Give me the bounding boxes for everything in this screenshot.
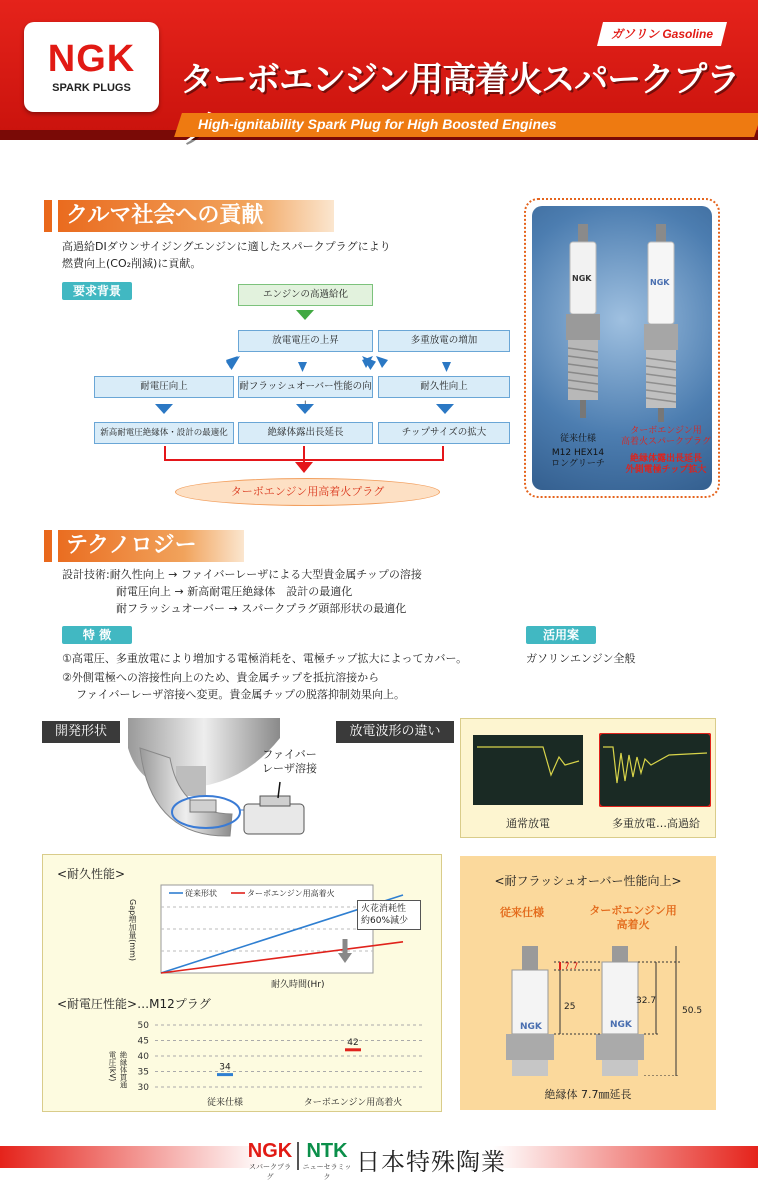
flow-merge-lines [150,446,450,474]
multi-discharge-label: 多重放電…高過給 [612,817,700,830]
technology-text: 設計技術:耐久性向上 → ファイバーレーザによる大型貴金属チップの溶接 耐電圧向上 → 新高耐電圧絶縁体 設計の最適化 耐フラッシュオーバー → スパークプラグ頭部形状の最適化 [62,568,422,615]
plug-brand-label: NGK [520,1022,542,1032]
flow-arrow [298,362,307,372]
page-title: ターボエンジン用高着火スパークプラ [180,60,740,100]
category-label-1: ターボエンジン用高着火 [303,1098,403,1108]
normal-discharge-label: 通常放電 [506,817,550,830]
flow-insulator-extend: 絶縁体露出長延長 [238,422,373,444]
turbo-plug-drawing [596,946,644,1076]
turbo-caption: ターボエンジン用 高着火スパークプラグ 絶縁体露出長延長 外側電極チップ拡大 [620,426,711,475]
turbo-plug-image [632,224,692,424]
usage-text: ガソリンエンジン全般 [526,652,636,665]
conventional-caption: 従来仕様 M12 HEX14 ロングリーチ [551,434,605,469]
plug-brand-label: NGK [572,274,592,283]
voltage-chart-title: <耐電圧性能>…M12プラグ [57,997,211,1011]
plug-brand-label: NGK [610,1020,632,1030]
dim-7-7: 7.7 [564,962,579,972]
flow-voltage-rise: 放電電圧の上昇 [238,330,373,352]
flow-voltage-resist: 耐電圧向上 [94,376,234,398]
footer-ntk-logo: NTK ニューセラミック [302,1140,352,1181]
flow-arrow [376,356,388,368]
fuel-type-badge: ガソリン Gasoline [597,22,727,46]
flashover-panel [460,856,716,1110]
dim-50-5: 50.5 [682,1006,703,1016]
logo-subtext: SPARK PLUGS [52,82,131,94]
logo-text: NGK [47,38,136,80]
flashover-title: <耐フラッシュオーバー性能向上> [494,874,682,888]
flow-top: エンジンの高過給化 [238,284,373,306]
dev-shape-tag: 開発形状 [42,721,120,743]
voltage-ylabel: 絶縁体貫通電圧(kV) [108,1051,128,1089]
durability-ylabel: Gap増加量(mm) [128,899,137,962]
durability-chart-panel [42,854,442,1112]
flow-durability: 耐久性向上 [378,376,510,398]
bar-1 [345,1048,361,1051]
flow-flashover-improve: 耐フラッシュオーバー性能の向上 [238,376,373,398]
data-label-0: 34 [219,1062,231,1073]
ngk-logo [24,22,159,112]
normal-discharge-waveform [473,735,583,805]
section-heading-technology: テクノロジー [44,530,244,562]
footer-company-name: 日本特殊陶業 [356,1148,506,1176]
footer-ngk-logo: NGK スパークプラグ [247,1140,293,1181]
footer-divider [297,1142,299,1170]
ytick-label: 35 [137,1067,149,1078]
flashover-left-label: 従来仕様 [500,906,544,919]
flashover-diagram [460,946,716,1076]
category-label-0: 従来仕様 [206,1098,244,1108]
durability-annotation: 火花消耗性 約60%減少 [357,900,421,930]
plug-brand-label: NGK [650,278,670,287]
dim-25: 25 [564,1002,576,1012]
fiber-laser-label: ファイバー レーザ溶接 [262,748,317,775]
flow-multi-discharge: 多重放電の増加 [378,330,510,352]
plug-comparison-photo [524,198,720,498]
flow-arrow [296,404,314,414]
usage-tag: 活用案 [526,626,596,644]
legend-label-1: ターボエンジン用高着火 [247,889,335,898]
waveform-panel [460,718,716,838]
flow-arrow [436,404,454,414]
page-subtitle: High-ignitability Spark Plug for High Boosted Engines [198,116,557,132]
flow-arrow [296,310,314,320]
ytick-label: 30 [137,1083,149,1093]
contribution-text: 高過給DIダウンサイジングエンジンに適したスパークプラグにより 燃費向上(CO₂削減)に貢献。 [62,240,391,270]
flashover-right-label: ターボエンジン用 高着火 [589,904,677,931]
flow-arrows-row2 [90,350,520,378]
ytick-label: 40 [137,1052,149,1062]
flow-arrow [442,362,451,372]
data-label-1: 42 [347,1037,359,1048]
conventional-plug-image [554,224,614,424]
section-heading-contribution: クルマ社会への貢献 [44,200,334,232]
ytick-label: 50 [137,1021,149,1031]
conventional-plug-drawing [506,946,554,1076]
voltage-chart [43,1005,443,1115]
multi-discharge-waveform [599,733,711,807]
ytick-label: 45 [137,1036,149,1047]
durability-xlabel: 耐久時間(Hr) [271,980,325,990]
flashover-caption: 絶縁体 7.7㎜延長 [544,1088,632,1101]
electrode-photo [120,718,324,842]
legend-label-0: 従来形状 [185,889,217,898]
flow-arrow [155,404,173,414]
features-tag: 特 徴 [62,626,132,644]
flow-result: ターボエンジン用高着火プラグ [175,478,440,506]
requirement-background-tag: 要求背景 [62,282,132,300]
dim-32-7: 32.7 [636,996,657,1006]
waveform-tag: 放電波形の違い [336,721,454,743]
bar-0 [217,1073,233,1076]
durability-chart-title: <耐久性能> [57,867,126,881]
flow-tip-enlarge: チップサイズの拡大 [378,422,510,444]
flow-insulator-design: 新高耐電圧絶縁体・設計の最適化 [94,422,234,444]
features-list: ①高電圧、多重放電により増加する電極消耗を、電極チップ拡大によってカバー。 ②外側電極への溶接性向上のため、貴金属チップを抵抗溶接から ファイバーレーザ溶接へ変更。貴金属チップの脱落抑制効果向上。 [62,652,468,701]
